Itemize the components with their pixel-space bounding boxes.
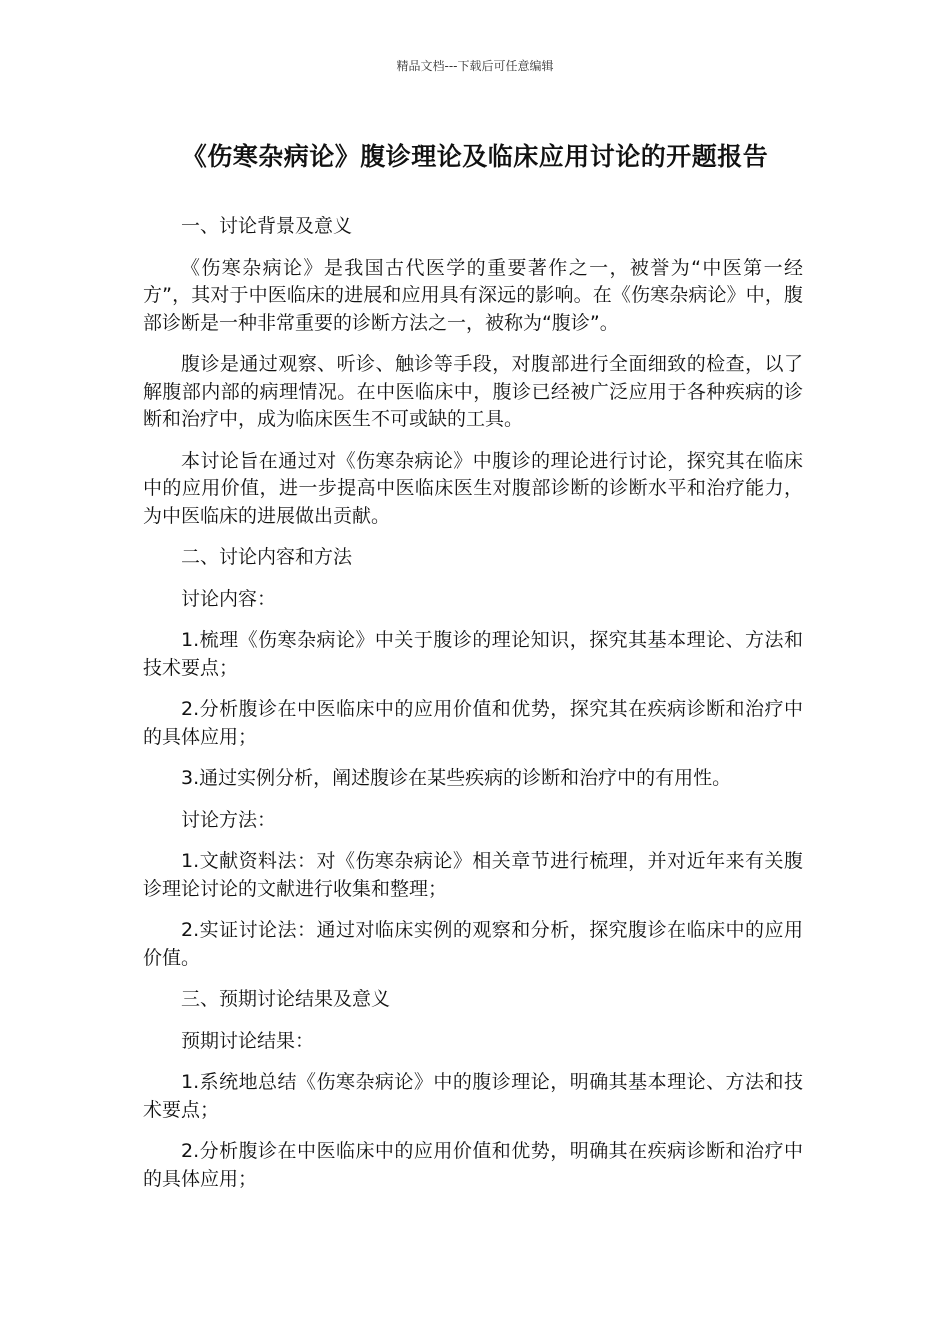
paragraph-intro: 《伤寒杂病论》是我国古代医学的重要著作之一，被誉为“中医第一经方”，其对于中医临床的进展和应用具有深远的影响。在《伤寒杂病论》中，腹部诊断是一种非常重要的诊断方法之一，被称为“腹诊”。	[143, 256, 803, 334]
section-heading-background: 一、讨论背景及意义	[181, 215, 353, 237]
list-item: 2.分析腹诊在中医临床中的应用价值和优势，明确其在疾病诊断和治疗中的具体应用；	[143, 1140, 803, 1190]
list-item: 2.分析腹诊在中医临床中的应用价值和优势，探究其在疾病诊断和治疗中的具体应用；	[143, 698, 803, 748]
header-note: 精品文档---下载后可任意编辑	[396, 59, 554, 73]
paragraph-abdominal-diagnosis: 腹诊是通过观察、听诊、触诊等手段，对腹部进行全面细致的检查，以了解腹部内部的病理情况。在中医临床中，腹诊已经被广泛应用于各种疾病的诊断和治疗中，成为临床医生不可或缺的工具。	[143, 353, 803, 430]
list-item: 2.实证讨论法：通过对临床实例的观察和分析，探究腹诊在临床中的应用价值。	[143, 919, 803, 969]
section-heading-content-methods: 二、讨论内容和方法	[181, 546, 353, 568]
list-item: 3.通过实例分析，阐述腹诊在某些疾病的诊断和治疗中的有用性。	[181, 767, 732, 789]
document-body	[143, 213, 803, 1207]
section-heading-expected-results: 三、预期讨论结果及意义	[181, 988, 391, 1010]
list-item: 1.系统地总结《伤寒杂病论》中的腹诊理论，明确其基本理论、方法和技术要点；	[143, 1071, 803, 1121]
subheading-content: 讨论内容：	[181, 587, 277, 610]
list-item: 1.文献资料法：对《伤寒杂病论》相关章节进行梳理，并对近年来有关腹诊理论讨论的文献进行收集和整理；	[143, 850, 803, 900]
document-title: 《伤寒杂病论》腹诊理论及临床应用讨论的开题报告	[181, 142, 769, 171]
subheading-expected-results: 预期讨论结果：	[181, 1029, 315, 1052]
list-item: 1.梳理《伤寒杂病论》中关于腹诊的理论知识，探究其基本理论、方法和技术要点；	[143, 629, 803, 679]
subheading-methods: 讨论方法：	[181, 808, 277, 831]
paragraph-purpose: 本讨论旨在通过对《伤寒杂病论》中腹诊的理论进行讨论，探究其在临床中的应用价值，进一步提高中医临床医生对腹部诊断的诊断水平和治疗能力，为中医临床的进展做出贡献。	[143, 449, 803, 527]
